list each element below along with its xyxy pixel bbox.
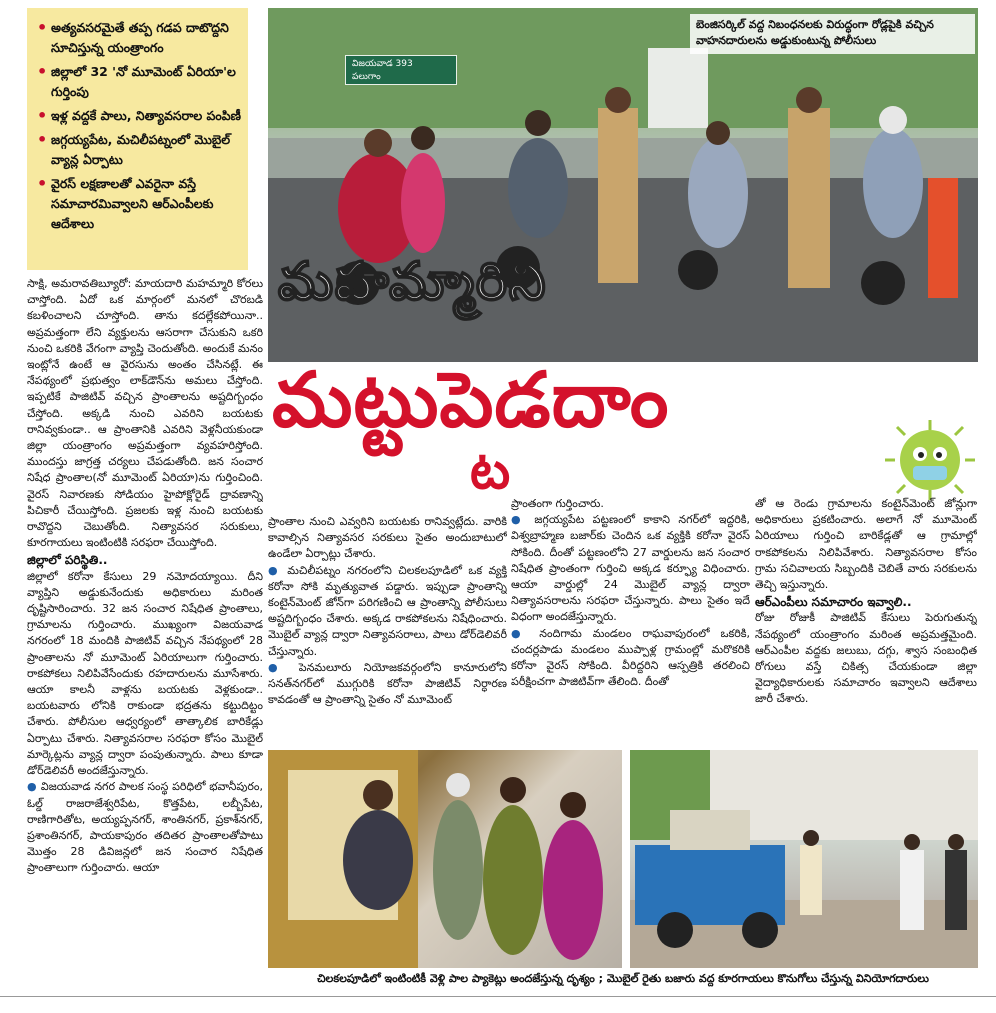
article-paragraph: రోజు రోజుకీ పాజిటివ్ కేసులు పెరుగుతున్న నేపథ్యంలో యంత్రాంగం మరింత అప్రమత్తమైంది. ఆర్‌ఎంపీల వద్దకు జలుబు, దగ్గు, శ్వాస సంబంధిత రోగులు వస్తే చికిత్స చేయకుండా జిల్లా వైద్యాధికారులకు సమాచారం ఇవ్వాలని ఆదేశాలు జారీ చేశారు. (755, 611, 977, 706)
highlight-item: • వైరస్ లక్షణాలతో ఎవరైనా వస్తే సమాచారమివ్వాలని ఆర్‌ఎంపీలకు ఆదేశాలు (37, 174, 242, 234)
bullet-dot-icon: ● (27, 780, 41, 794)
bullet-dot-icon: ● (268, 660, 299, 674)
bullet-dot-icon: ● (511, 626, 540, 640)
article-paragraph-text: నందిగామ మండలం రాఘవాపురంలో ఒకరికి, చందర్లపాడు మండలం ముప్పాళ్ల గ్రామంల్లో మరొకరికి కరోనా వైరస్ సోకింది. వీరిద్దరిని ఆస్పత్రికి తరలించి పరీక్షించగా పాజిటివ్‌గా తేలింది. దీంతో (511, 626, 750, 689)
article-paragraph: సాక్షి, అమరావతిబ్యూరో: మాయదారి మహమ్మారి కోరలు చాస్తోంది. ఏదో ఒక మార్గంలో మనలో చొరబడి కబళించాలని చూస్తోంది. తాను కదల్లేకపోయినా.. అప్రమత్తంగా లేని వ్యక్తులను ఆసరాగా చేసుకుని ఒకరి నుంచి ఒకరికి వేగంగా వ్యాప్తి చెందుతోంది. అందుకే మనం ఇంట్లోనే ఉంటే ఆ వైరసును అంతం చేసినట్లే. ఈ నేపథ్యంలో ప్రభుత్వం లాక్‌డౌన్‌ను అమలు చేస్తోంది. ఇప్పటికే పాజిటివ్ వచ్చిన ప్రాంతాలను అష్టదిగ్బంధం చేస్తోంది. అక్కడి నుంచి ఎవరిని బయటకు రానివ్వకుండా.. ఆ ప్రాంతానికి ఎవరిని వెళ్లనీయకుండా జిల్లా యంత్రాంగం అప్రమత్తంగా వ్యవహరిస్తోంది. ముందస్తు జాగ్రత్త చర్యలు చేపడుతోంది. జన సంచార నిషేధ ప్రాంతాల(నో మూమెంట్ ఏరియా)ను గుర్తించింది. వైరస్ నివారణకు సోడియం హైపోక్లోరైడ్ ద్రావణాన్ని పిచికారీ చేయిస్తోంది. ప్రజలకు ఇళ్ల నుంచి బయటకు రావొద్దని చెబుతోంది. నిత్యావసర సరుకులు, కూరగాయలు ఇంటింటికి సరఫరా చేయిస్తోంది. (27, 277, 263, 550)
highlight-item: • అత్యవసరమైతే తప్ప గడప దాటొద్దని సూచిస్తున్న యంత్రాంగం (37, 18, 242, 58)
road-sign (345, 55, 457, 85)
article-paragraph: ప్రాంతంగా గుర్తించారు. (511, 497, 604, 510)
article-paragraph: తో ఆ రెండు గ్రామాలను కంటైన్‌మెంట్ జోన్లుగా అధికారులు ప్రకటించారు. అలాగే నో మూమెంట్ ఏరియాలు గుర్తించి బారికేడ్లతో ఆ గ్రామాల్లో రాకపోకలను నిలిపివేశారు. నిత్యావసరాల కోసం గ్రామ సచివాలయ సిబ్బందికి చెబితే వారు సరకులను తెచ్చి ఇస్తున్నారు. (755, 497, 977, 592)
article-column-3 (511, 496, 750, 741)
highlight-item: • జిల్లాలో 32 'నో మూమెంట్ ఏరియా'ల గుర్తింపు (37, 62, 242, 102)
article-column-1 (27, 276, 263, 966)
article-paragraph-text: జగ్గయ్యపేట పట్టణంలో కాకాని నగర్‌లో ఇద్దరికి, విశ్వబ్రాహ్మణ బజార్‌కు చెందిన ఒక వ్యక్తికి కరోనా వైరస్ సోకింది. దీంతో పట్టణంలోని 27 వార్డులను జన సంచార నిషేధిత ప్రాంతంగా గుర్తించి అక్కడ కర్ఫ్యూ విధించారు. ఆయా వార్డుల్లో 24 మొబైల్ వ్యాన్ల ద్వారా నిత్యావసరాలను సరఫరా చేస్తున్నారు. పాలు సైతం ఇదే విధంగా అందజేస్తున్నారు. (511, 513, 750, 624)
bottom-photos-caption: చిలకలపూడిలో ఇంటింటికీ వెళ్లి పాల ప్యాకెట్లు అందజేస్తున్న దృశ్యం ; మొబైల్ రైతు బజారు వద్ద కూరగాయలు కొనుగోలు చేస్తున్న వినియోగదారులు (317, 972, 929, 985)
article-column-4 (755, 496, 977, 741)
milk-delivery-photo (268, 750, 622, 968)
virus-icon (885, 420, 975, 500)
headline-line2-tail: ట (470, 441, 511, 501)
mobile-market-photo (630, 750, 978, 968)
article-paragraph-bullet (268, 660, 507, 709)
highlights-list (37, 18, 242, 234)
article-paragraph: ప్రాంతాల నుంచి ఎవ్వరిని బయటకు రానివ్వట్లేదు. వారికి కావాల్సిన నిత్యావసర సరకులు సైతం అందుబాటులో ఉండేలా ఏర్పాట్లు చేశారు. (268, 515, 507, 561)
article-paragraph-bullet (27, 779, 263, 876)
article-paragraph: జిల్లాలో కరోనా కేసులు 29 నమోదయ్యాయి. దీని వ్యాప్తిని అడ్డుకునేందుకు అధికారులు మరింత దృష్టిసారించారు. 32 జన సంచార నిషేధిత ప్రాంతాలు, గ్రామాలను గుర్తించారు. ముఖ్యంగా విజయవాడ నగరంలో 18 మందికి పాజిటివ్ వచ్చిన నేపథ్యంలో 28 ప్రాంతాలను నో మూమెంట్ ఏరియాలుగా గుర్తించారు. రాకపోకలు నిలిపివేసేందుకు రహదారులను మూసేశారు. ఆయా కాలనీ వాళ్లను బయటకు వెళ్లకుండా.. బయటవారు లోనికి రాకుండా భద్రతను కట్టుదిట్టం చేశారు. పోలీసుల ఆధ్వర్యంలో తాత్కాలిక బారికేడ్లు ఏర్పాటు చేశారు. నిత్యావసరాల సరఫరా కోసం మొబైల్ మార్కెట్లను వ్యాన్ల ద్వారా పంపుతున్నారు. పాలు కూడా డోర్‌డెలివరీ అందజేస్తున్నారు. (27, 569, 263, 778)
article-subheading: ఆర్‌ఎంపీలు సమాచారం ఇవ్వాలి.. (755, 595, 912, 610)
road-sign-line: విజయవాడ 393 (352, 59, 413, 69)
highlights-box (27, 8, 248, 270)
mobile-market-scene (630, 750, 978, 968)
main-photo-caption: బెంజిసర్కిల్ వద్ద నిబంధనలకు విరుద్ధంగా రోడ్లపైకి వచ్చిన వాహనదారులను అడ్డుకుంటున్న పోలీసులు (690, 14, 975, 54)
headline-line2: మట్టుపెడదాం (272, 355, 670, 444)
page-bottom-divider (0, 996, 996, 997)
article-paragraph-bullet (511, 626, 750, 691)
road-sign-line: పలుగాం (352, 72, 381, 82)
article-subheading: జిల్లాలో పరిస్థితి.. (27, 553, 108, 568)
article-paragraph-text: విజయవాడ నగర పాలక సంస్థ పరిధిలో భవానీపురం, ఓల్డ్ రాజరాజేశ్వరిపేట, కొత్తపేట, లబ్బీపేట, రాణిగారితోట, అయ్యప్పనగర్, శాంతినగర్, ప్రకాశ్‌నగర్, ప్రశాంతినగర్, పాయకాపురం తదితర ప్రాంతాలతోపాటు మొత్తం 28 డివిజన్లలో జన సంచార నిషేధిత ప్రాంతాలుగా గుర్తించారు. ఆయా (27, 780, 263, 875)
headline-line1: మహమ్మారిని (278, 252, 548, 312)
article-paragraph-bullet (268, 563, 507, 660)
bullet-dot-icon: ● (511, 513, 535, 527)
article-paragraph-text: పెనమలూరు నియోజకవర్గంలోని కానూరులోని సనత్‌నగర్‌లో ముగ్గురికి కరోనా పాజిటివ్ నిర్ధారణ కావడంతో ఆ ప్రాంతాన్ని సైతం నో మూమెంట్ (268, 660, 507, 707)
article-column-2 (268, 514, 507, 724)
highlight-item: • ఇళ్ల వద్దకే పాలు, నిత్యావసరాల పంపిణీ (37, 106, 242, 126)
article-paragraph-text: మచిలీపట్నం నగరంలోని చిలకలపూడిలో ఒక వ్యక్తి కరోనా సోకి మృత్యువాత పడ్డారు. ఇప్పుడా ప్రాంతాన్ని కంటైన్‌మెంట్ జోన్‌గా పరిగణించి ఆ ప్రాంతాన్ని పోలీసులు అష్టదిగ్బంధం చేశారు. అక్కడ రాకపోకలను నిషేధించారు. మొబైల్ వ్యాన్ల ద్వారా నిత్యావసరాలు, పాలు డోర్‌డెలివరీ చేస్తున్నారు. (268, 563, 507, 658)
milk-delivery-scene (268, 750, 622, 968)
article-paragraph-bullet (511, 512, 750, 625)
bullet-dot-icon: ● (268, 563, 288, 577)
highlight-item: • జగ్గయ్యపేట, మచిలీపట్నంలో మొబైల్ వ్యాన్ల ఏర్పాటు (37, 130, 242, 170)
